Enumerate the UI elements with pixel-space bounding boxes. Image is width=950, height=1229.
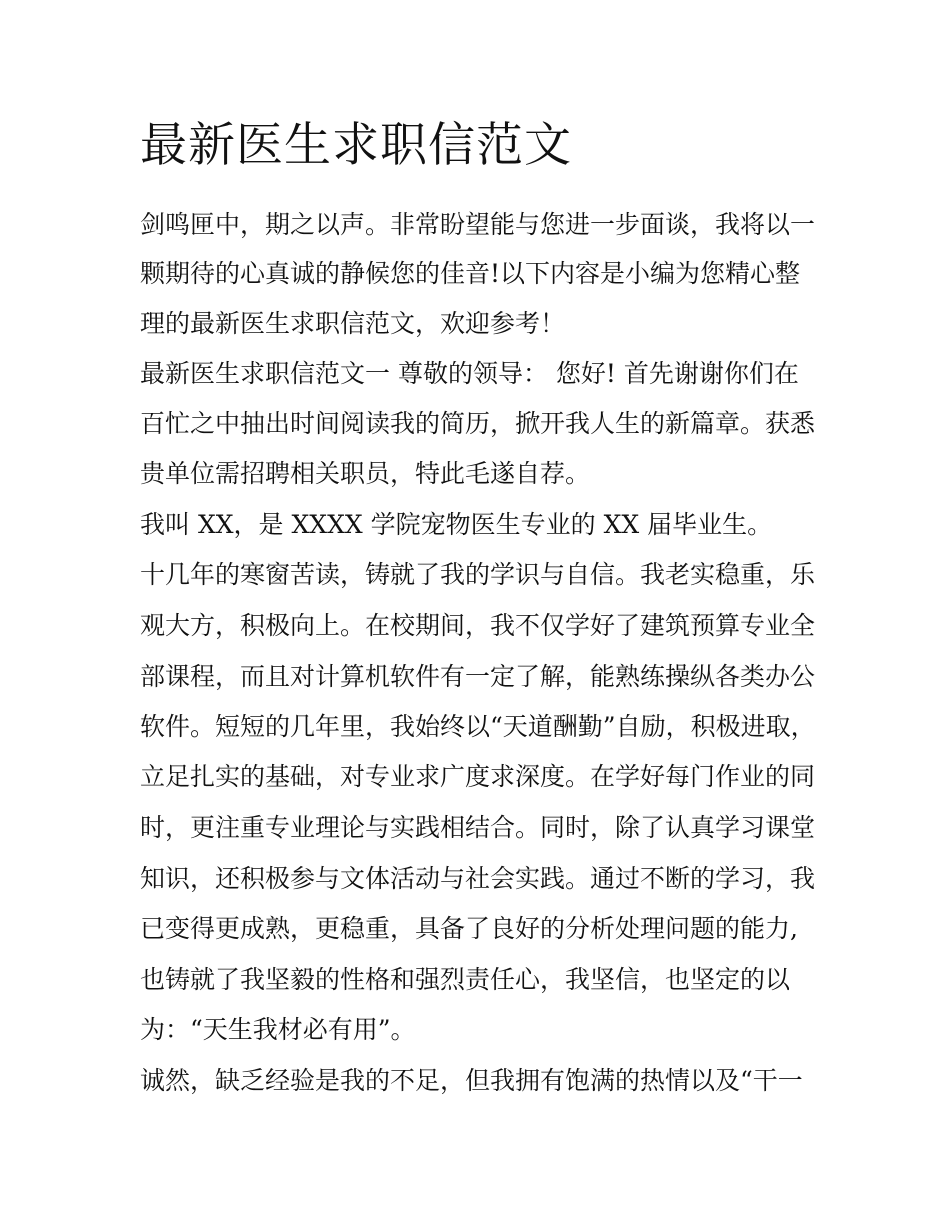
body-line: 软件。短短的几年里，我始终以“天道酬勤”自励，积极进取，	[140, 712, 816, 741]
body-line: 知识，还积极参与文体活动与社会实践。通过不断的学习，我	[140, 864, 816, 893]
body-line: 十几年的寒窗苦读，铸就了我的学识与自信。我老实稳重，乐	[140, 560, 816, 589]
body-line: 剑鸣匣中，期之以声。非常盼望能与您进一步面谈，我将以一	[140, 210, 816, 239]
body-line: 部课程，而且对计算机软件有一定了解，能熟练操纵各类办公	[140, 662, 816, 691]
body-line: 观大方，积极向上。在校期间，我不仅学好了建筑预算专业全	[140, 611, 816, 640]
document-title: 最新医生求职信范文	[140, 118, 572, 173]
body-line: 百忙之中抽出时间阅读我的简历，掀开我人生的新篇章。获悉	[140, 409, 816, 438]
body-line: 最新医生求职信范文一 尊敬的领导： 您好! 首先谢谢你们在	[140, 359, 799, 388]
body-line: 立足扎实的基础，对专业求广度求深度。在学好每门作业的同	[140, 762, 816, 791]
body-line: 贵单位需招聘相关职员，特此毛遂自荐。	[140, 459, 591, 488]
body-line: 时，更注重专业理论与实践相结合。同时，除了认真学习课堂	[140, 813, 816, 842]
body-line: 理的最新医生求职信范文，欢迎参考！	[140, 309, 566, 338]
body-line: 已变得更成熟，更稳重，具备了良好的分析处理问题的能力,	[140, 914, 798, 943]
body-line: 为：“天生我材必有用”。	[140, 1015, 416, 1044]
body-line: 也铸就了我坚毅的性格和强烈责任心，我坚信，也坚定的以	[140, 965, 791, 994]
body-line: 我叫 XX，是 XXXX 学院宠物医生专业的 XX 届毕业生。	[140, 510, 773, 539]
body-line: 诚然，缺乏经验是我的不足，但我拥有饱满的热情以及“干一	[140, 1066, 803, 1095]
body-line: 颗期待的心真诚的静候您的佳音!以下内容是小编为您精心整	[140, 259, 801, 288]
